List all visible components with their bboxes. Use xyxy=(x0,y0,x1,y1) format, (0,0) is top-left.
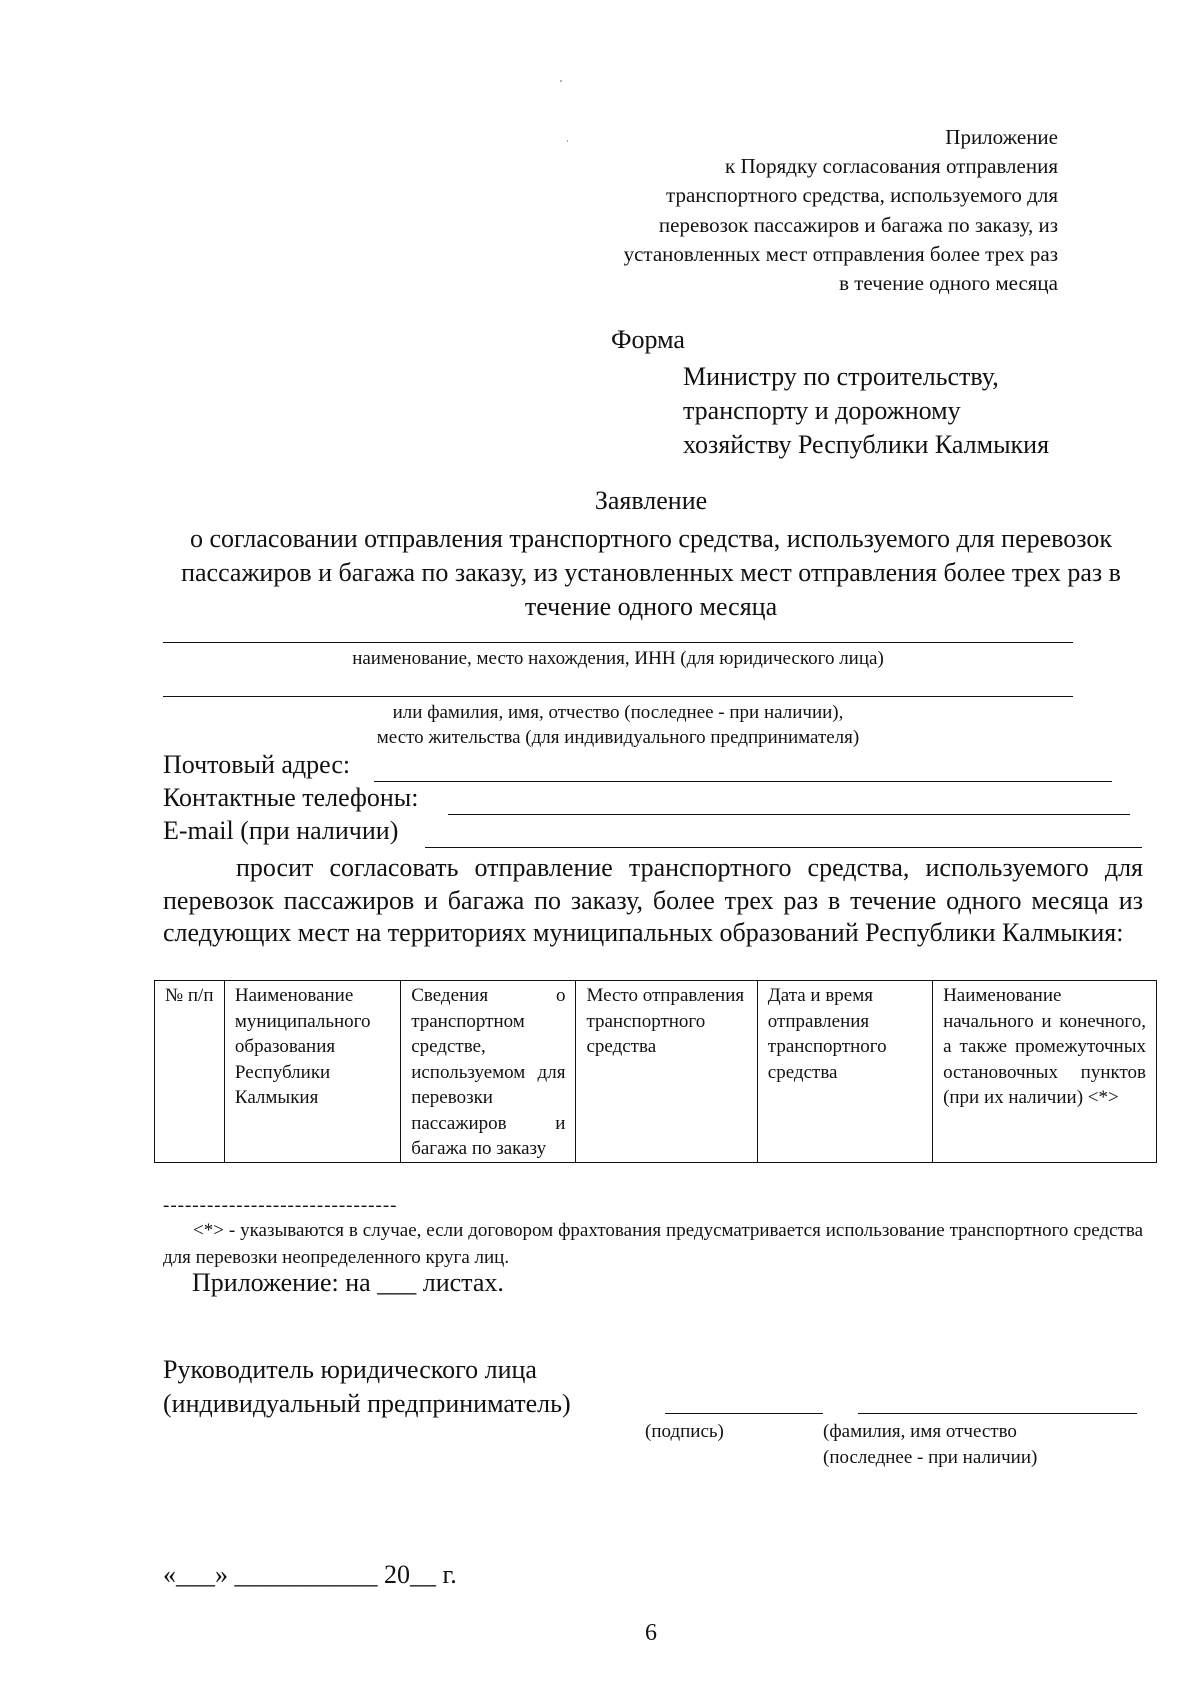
postal-address-label: Почтовый адрес: xyxy=(163,750,351,779)
form-label: Форма xyxy=(611,325,685,354)
signature-fill-line[interactable] xyxy=(665,1413,823,1414)
addressee-line: транспорту и дорожному xyxy=(683,396,961,425)
full-name-caption-2: (последнее - при наличии) xyxy=(823,1447,1038,1468)
appendix-line: Приложение xyxy=(945,125,1058,149)
col-municipality-header: Наименование муниципального образования Республики Калмыкия xyxy=(224,981,400,1163)
signer-subtitle: (индивидуальный предприниматель) xyxy=(163,1389,571,1418)
applicant-individual-fill-line[interactable] xyxy=(163,696,1073,697)
applicant-legal-caption: наименование, место нахождения, ИНН (для юридического лица) xyxy=(352,648,884,669)
col-stops-header: Наименование начального и конечного, а также промежуточных остановочных пунктов (при их наличии) <*> xyxy=(933,981,1157,1163)
col-number-header: № п/п xyxy=(155,981,225,1163)
full-name-caption-1: (фамилия, имя отчество xyxy=(823,1421,1017,1442)
footnote-separator: -------------------------------- xyxy=(163,1195,398,1216)
addressee-line: хозяйству Республики Калмыкия xyxy=(683,430,1050,459)
col-departure-place-header: Место отправления транспортного средства xyxy=(576,981,757,1163)
document-subject: о согласовании отправления транспортного средства, используемого для перевозок пассажиров и багажа по заказу, из установленных мест отправления более трех раз в течение одного месяца xyxy=(181,524,1121,621)
contact-phones-label: Контактные телефоны: xyxy=(163,783,419,812)
signer-title: Руководитель юридического лица xyxy=(163,1355,537,1384)
request-paragraph xyxy=(163,852,1143,950)
contact-phones-fill-line[interactable] xyxy=(448,814,1130,815)
date-line[interactable]: «___» ___________ 20__ г. xyxy=(163,1560,457,1589)
signer-block xyxy=(163,1353,571,1421)
appendix-line: перевозок пассажиров и багажа по заказу, из xyxy=(658,212,1058,237)
email-label: E-mail (при наличии) xyxy=(163,816,399,845)
appendix-header xyxy=(624,123,1058,298)
applicant-individual-caption-1: или фамилия, имя, отчество (последнее - при наличии), xyxy=(392,702,844,723)
page-number: 6 xyxy=(645,1620,657,1646)
full-name-fill-line[interactable] xyxy=(858,1413,1137,1414)
document-title: Заявление xyxy=(594,486,708,515)
footnote-text: <*> - указываются в случае, если договором фрахтования предусматривается использование транспортного средства для перевозки неопределенного круга лиц. xyxy=(163,1220,1143,1268)
postal-address-fill-line[interactable] xyxy=(374,781,1112,782)
appendix-line: к Порядку согласования отправления xyxy=(725,154,1058,179)
scan-speck xyxy=(567,140,568,142)
addressee-line: Министру по строительству, xyxy=(683,362,999,391)
footnote xyxy=(163,1217,1143,1271)
scan-speck xyxy=(560,80,562,82)
applicant-individual-caption-2: место жительства (для индивидуального предпринимателя) xyxy=(376,727,860,748)
col-vehicle-header: Сведения о транспортном средстве, используемом для перевозки пассажиров и багажа по заказу xyxy=(401,981,576,1163)
addressee-block xyxy=(683,360,1049,462)
departure-table xyxy=(154,980,1157,1163)
appendix-line: установленных мест отправления более трех раз xyxy=(623,241,1058,266)
email-fill-line[interactable] xyxy=(425,847,1142,848)
appendix-line: в течение одного месяца xyxy=(839,271,1058,296)
applicant-name-fill-line[interactable] xyxy=(163,642,1073,643)
attachment-line: Приложение: на ___ листах. xyxy=(192,1268,504,1297)
appendix-line: транспортного средства, используемого для xyxy=(666,183,1058,208)
col-datetime-header: Дата и время отправления транспортного средства xyxy=(757,981,932,1163)
table-header-row xyxy=(155,981,1157,1163)
request-text: просит согласовать отправление транспортного средства, используемого для перевозок пассажиров и багажа по заказу, более трех раз в течение одного месяца из следующих мест на территориях муниципальных образований Республики Калмыкия: xyxy=(163,853,1143,947)
signature-caption: (подпись) xyxy=(645,1421,724,1442)
